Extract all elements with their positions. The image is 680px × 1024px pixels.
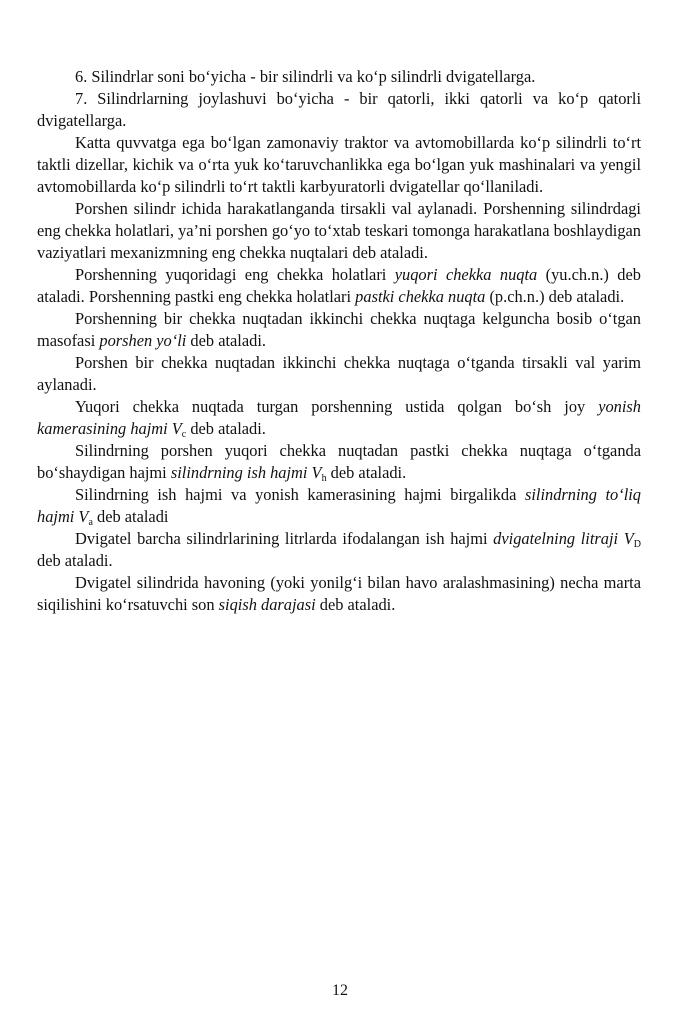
subscript: h (321, 473, 327, 484)
text-run: deb ataladi. (315, 595, 396, 614)
subscript: c (181, 429, 187, 440)
paragraph-working-volume (37, 440, 641, 484)
text-run: deb ataladi. (186, 419, 266, 438)
term-working-volume: silindrning ish hajmi V (170, 463, 322, 482)
term-bottom-dead-center: pastki chekka nuqta (355, 287, 486, 306)
text-run: deb ataladi. (37, 551, 113, 570)
paragraph-engine-usage: Katta quvvatga ega bo‘lgan zamonaviy traktor va avtomobillarda ko‘p silindrli to‘rt taktli dizellar, kichik va o‘rta yuk ko‘taruvchanlikka ega bo‘lgan yuk mashinalari va yengil avtomobillarda ko‘p silindrli to‘rt taktli karbyuratorli dvigatellar qo‘llaniladi. (37, 133, 641, 196)
text-run: Yuqori chekka nuqtada turgan porshenning ustida qolgan bo‘sh joy (75, 397, 599, 416)
paragraph-cylinder-arrangement: 7. Silindrlarning joylashuvi bo‘yicha - bir qatorli, ikki qatorli va ko‘p qatorli dvigatellarga. (37, 89, 641, 130)
text-run: Dvigatel barcha silindrlarining litrlarda ifodalangan ish hajmi (75, 529, 494, 548)
text-run: Dvigatel silindrida havoning (yoki yonilg‘i bilan havo aralashmasining) necha marta siqilishini ko‘rsatuvchi son (37, 573, 641, 614)
subscript: a (88, 517, 93, 528)
term-top-dead-center: yuqori chekka nuqta (394, 265, 538, 284)
text-run: deb ataladi. (186, 331, 266, 350)
term-compression-ratio: siqish darajasi (218, 595, 316, 614)
text-run: deb ataladi. (326, 463, 407, 482)
term-full-volume: silindrning to‘liq hajmi V (37, 485, 642, 526)
paragraph-engine-displacement (37, 528, 641, 572)
text-run: deb ataladi (92, 507, 169, 526)
text-run: Silindrning porshen yuqori chekka nuqtadan pastki chekka nuqtaga o‘tganda bo‘shaydigan hajmi (37, 441, 641, 482)
paragraph-piston-stroke (37, 308, 641, 352)
paragraph-cylinder-count: 6. Silindrlar soni bo‘yicha - bir silindrli va ko‘p silindrli dvigatellarga. (75, 67, 536, 86)
text-run: Porshenning yuqoridagi eng chekka holatlari (75, 265, 395, 284)
term-combustion-chamber-volume: yonish kamerasining hajmi V (37, 397, 641, 438)
term-engine-displacement: dvigatelning litraji V (493, 529, 634, 548)
text-run: (yu.ch.n.) deb ataladi. Porshenning pastki eng chekka holatlari (37, 265, 641, 306)
text-run: (p.ch.n.) deb ataladi. (485, 287, 625, 306)
paragraph-half-revolution: Porshen bir chekka nuqtadan ikkinchi chekka nuqtaga o‘tganda tirsakli val yarim aylanadi. (37, 353, 641, 394)
paragraph-compression-ratio (37, 572, 641, 616)
paragraph-full-volume (37, 484, 641, 528)
text-run: Silindrning ish hajmi va yonish kamerasining hajmi birgalikda (75, 485, 525, 504)
paragraph-dead-centers (37, 264, 641, 308)
page-number: 12 (332, 982, 348, 999)
term-piston-stroke: porshen yo‘li (99, 331, 187, 350)
text-run: Porshenning bir chekka nuqtadan ikkinchi chekka nuqtaga kelguncha bosib o‘tgan masofasi (37, 309, 641, 350)
page-body (37, 66, 641, 616)
paragraph-piston-motion: Porshen silindr ichida harakatlanganda tirsakli val aylanadi. Porshenning silindrdagi eng chekka holatlari, ya’ni porshen go‘yo to‘xtab teskari tomonga harakatlana boshlaydigan vaziyatlari mexanizmning eng chekka nuqtalari deb ataladi. (37, 199, 641, 262)
paragraph-combustion-chamber (37, 396, 641, 440)
subscript: D (633, 539, 641, 550)
